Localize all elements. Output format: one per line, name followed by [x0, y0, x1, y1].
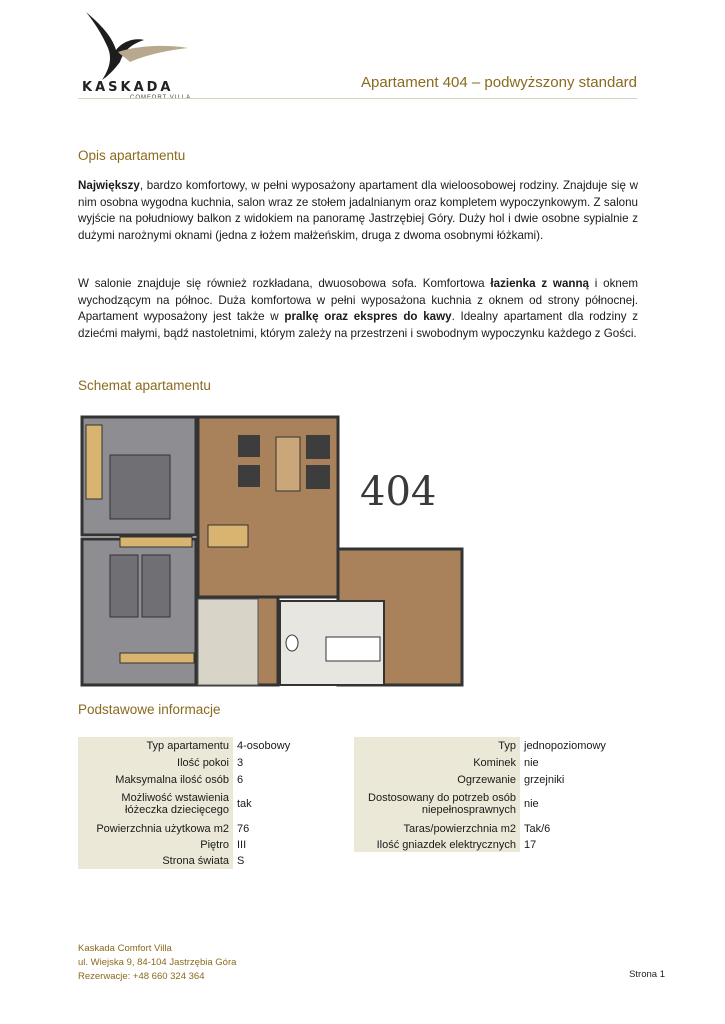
- info-row: [78, 852, 310, 869]
- bathtub: [326, 637, 380, 661]
- armchair-1: [238, 435, 260, 457]
- info-value: S: [233, 852, 310, 869]
- armchair-2: [238, 465, 260, 487]
- info-row: [78, 737, 310, 754]
- info-heading: Podstawowe informacje: [78, 702, 221, 717]
- description-paragraph-2: [78, 276, 638, 342]
- p2-bold-appliances: pralkę oraz ekspres do kawy: [284, 310, 452, 323]
- info-key: Piętro: [78, 837, 233, 852]
- info-row: [78, 771, 310, 788]
- info-value: nie: [520, 754, 640, 771]
- p2-text-a: W salonie znajduje się również rozkładana, dwuosobowa sofa. Komfortowa: [78, 277, 491, 290]
- description-paragraph-1: [78, 178, 638, 244]
- info-key: Dostosowany do potrzeb osób niepełnosprawnych: [354, 788, 520, 820]
- info-value: 4-osobowy: [233, 737, 310, 754]
- info-value: tak: [233, 788, 310, 820]
- info-value: jednopoziomowy: [520, 737, 640, 754]
- footer-address: ul. Wiejska 9, 84-104 Jastrzębia Góra: [78, 957, 237, 968]
- info-row: [354, 754, 640, 771]
- p2-bold-bathroom: łazienka z wanną: [490, 277, 590, 290]
- toilet: [286, 635, 298, 651]
- info-row: [354, 771, 640, 788]
- p2-text-c: i oknem wychodzącym na północ. Duża komfortowa w pełni wyposażona kuchnia z oknem od strony północnej. Apartament wyposażony jest także w: [78, 277, 638, 323]
- info-value: 17: [520, 837, 640, 852]
- info-row: [78, 820, 310, 837]
- document-title: Apartament 404 – podwyższony standard: [361, 74, 637, 91]
- footer-contact: [78, 942, 236, 984]
- footer-company: Kaskada Comfort Villa: [78, 943, 172, 954]
- header-divider: [78, 98, 637, 99]
- wardrobe-1: [86, 425, 102, 499]
- info-row: [354, 788, 640, 820]
- info-row: [78, 788, 310, 820]
- info-value: nie: [520, 788, 640, 820]
- kitchen-floor: [198, 599, 258, 685]
- info-table-left: [78, 737, 310, 869]
- armchair-4: [306, 465, 330, 489]
- info-value: Tak/6: [520, 820, 640, 837]
- info-value: 76: [233, 820, 310, 837]
- info-key: Strona świata: [78, 852, 233, 869]
- logo-subtitle: COMFORT VILLA: [130, 95, 192, 101]
- info-value: 6: [233, 771, 310, 788]
- info-row: [78, 754, 310, 771]
- info-key: Możliwość wstawienia łóżeczka dziecięcego: [78, 788, 233, 820]
- p2-text-e: . Idealny apartament dla rodziny z dziećmi małymi, bądź nastoletnimi, którym zależy na przestrzeni i swobodnym wypoczynku każdego z Gości.: [78, 310, 638, 340]
- info-key: Ogrzewanie: [354, 771, 520, 788]
- dining-table: [208, 525, 248, 547]
- description-heading: Opis apartamentu: [78, 148, 186, 163]
- logo-wordmark: KASKADA: [82, 80, 174, 95]
- apartment-number: 404: [360, 469, 437, 515]
- info-key: Taras/powierzchnia m2: [354, 820, 520, 837]
- info-value: grzejniki: [520, 771, 640, 788]
- page-number: Strona 1: [629, 969, 665, 980]
- info-row: [78, 837, 310, 852]
- info-value: 3: [233, 754, 310, 771]
- p1-text: , bardzo komfortowy, w pełni wyposażony apartament dla wieloosobowej rodziny. Znajduje się w nim osobna wygodna kuchnia, salon wraz ze stołem jadalnianym oraz kompletem wypoczynkowym. Z salonu wyjście na południowy balkon z widokiem na panoramę Jastrzębiej Góry. Duży hol i dwie osobne sypialnie z dużymi narożnymi oknami (jedna z łożem małżeńskim, druga z dwoma osobnymi łóżkami).: [78, 179, 638, 242]
- info-row: [354, 737, 640, 754]
- desk: [120, 653, 194, 663]
- info-key: Ilość pokoi: [78, 754, 233, 771]
- coffee-table: [276, 437, 300, 491]
- info-key: Typ: [354, 737, 520, 754]
- bed-3: [142, 555, 170, 617]
- info-key: Typ apartamentu: [78, 737, 233, 754]
- info-row: [354, 837, 640, 852]
- info-key: Powierzchnia użytkowa m2: [78, 820, 233, 837]
- plan-heading: Schemat apartamentu: [78, 378, 211, 393]
- wardrobe-2: [120, 537, 192, 547]
- info-value: III: [233, 837, 310, 852]
- bed-1: [110, 455, 170, 519]
- apartment-floor-plan: [80, 415, 470, 687]
- info-key: Kominek: [354, 754, 520, 771]
- info-row: [354, 820, 640, 837]
- footer-phone: Rezerwacje: +48 660 324 364: [78, 971, 205, 982]
- armchair-3: [306, 435, 330, 459]
- bold-lead: Największy: [78, 179, 140, 192]
- info-table-right: [354, 737, 640, 852]
- bird-logo-shape: [86, 12, 144, 80]
- info-key: Ilość gniazdek elektrycznych: [354, 837, 520, 852]
- bed-2: [110, 555, 138, 617]
- info-key: Maksymalna ilość osób: [78, 771, 233, 788]
